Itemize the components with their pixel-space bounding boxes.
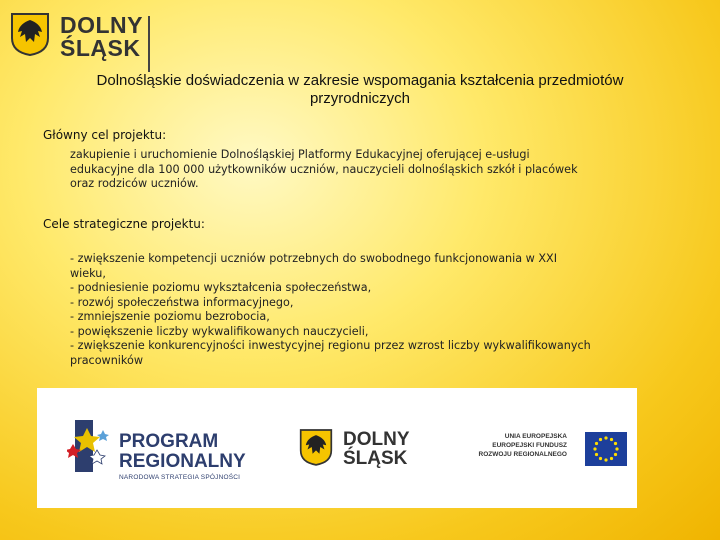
program-regionalny-logo bbox=[67, 416, 267, 481]
main-goal-line: zakupienie i uruchomienie Dolnośląskiej Platformy Edukacyjnej oferującej e-usługi bbox=[70, 148, 530, 161]
footer-logo-line2: ŚLĄSK bbox=[343, 448, 408, 469]
nss-label: NARODOWA STRATEGIA SPÓJNOŚCI bbox=[119, 474, 241, 481]
strategic-goal-line: - podniesienie poziomu wykształcenia społeczeństwa, bbox=[70, 281, 372, 294]
eagle-crest-icon bbox=[10, 12, 50, 56]
star-flag-icon bbox=[67, 416, 117, 476]
main-goal-line: oraz rodziców uczniów. bbox=[70, 177, 199, 190]
eu-line1: UNIA EUROPEJSKA bbox=[504, 433, 567, 440]
page-title bbox=[40, 72, 680, 108]
eu-text bbox=[462, 432, 567, 459]
strategic-goal-line: - powiększenie liczby wykwalifikowanych nauczycieli, bbox=[70, 324, 369, 338]
strategic-goals-heading: Cele strategiczne projektu: bbox=[43, 217, 205, 231]
eu-logo bbox=[462, 432, 632, 476]
title-line1: Dolnośląskie doświadczenia w zakresie wspomagania kształcenia przedmiotów bbox=[96, 72, 624, 89]
logo-divider bbox=[148, 16, 150, 72]
eu-line3: ROZWOJU REGIONALNEGO bbox=[478, 451, 567, 458]
regionalny-label: REGIONALNY bbox=[119, 451, 246, 472]
dolny-slask-footer-logo bbox=[299, 428, 429, 472]
strategic-goal-line: - zwiększenie konkurencyjności inwestycyjnej regionu przez wzrost liczby wykwalifikowanych bbox=[70, 339, 591, 352]
logo-wordmark bbox=[60, 14, 143, 60]
logo-word-line2: ŚLĄSK bbox=[60, 35, 141, 61]
strategic-goals-list bbox=[70, 252, 680, 368]
logo-word-line1: DOLNY bbox=[60, 12, 143, 38]
title-line2: przyrodniczych bbox=[309, 90, 411, 107]
footer-logos-bar bbox=[37, 388, 637, 508]
strategic-goal-line: wieku, bbox=[70, 266, 106, 280]
eu-line2: EUROPEJSKI FUNDUSZ bbox=[492, 442, 567, 449]
strategic-goal-line: - rozwój społeczeństwa informacyjnego, bbox=[70, 295, 294, 309]
main-goal-text bbox=[70, 148, 680, 192]
footer-logo-line1: DOLNY bbox=[343, 429, 410, 450]
eu-flag-icon bbox=[585, 432, 627, 466]
strategic-goal-line: - zmniejszenie poziomu bezrobocia, bbox=[70, 310, 270, 323]
strategic-goal-line: - zwiększenie kompetencji uczniów potrzebnych do swobodnego funkcjonowania w XXI bbox=[70, 252, 557, 265]
footer-logo-wordmark bbox=[343, 430, 410, 468]
dolny-slask-logo bbox=[10, 10, 160, 70]
strategic-goal-line: pracowników bbox=[70, 353, 143, 367]
program-label: PROGRAM bbox=[119, 431, 219, 452]
main-goal-heading: Główny cel projektu: bbox=[43, 128, 167, 142]
eagle-crest-icon bbox=[299, 428, 333, 466]
main-goal-line: edukacyjne dla 100 000 użytkowników uczniów, nauczycieli dolnośląskich szkół i placówek bbox=[70, 162, 578, 176]
